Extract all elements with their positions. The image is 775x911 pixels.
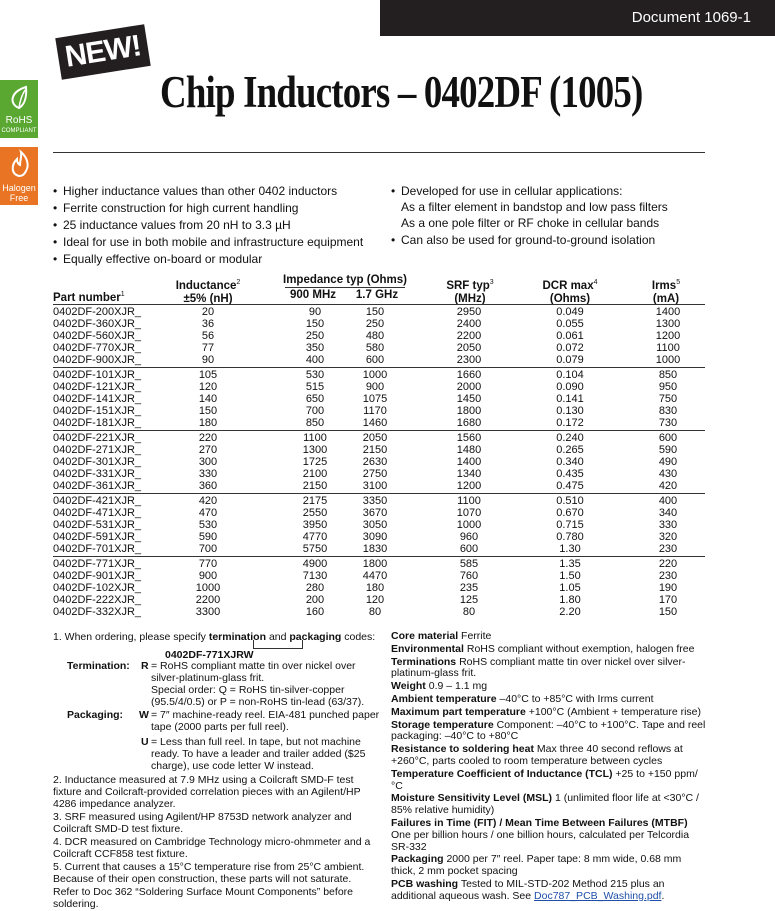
termination-codes: Termination: R = RoHS compliant matte tin over nickel over silver-platinum-glass frit. Special order: Q = RoHS tin-silver-copper (95.5/4/0.5) or P = non-RoHS tin-lead (63/37). bbox=[67, 660, 365, 708]
cell-part-number: 0402DF-271XJR_ bbox=[53, 444, 142, 456]
cell-inductance: 420 bbox=[198, 495, 218, 507]
cell-impedance-1-7ghz: 3050 bbox=[362, 519, 388, 531]
cell-dcr: 0.510 bbox=[556, 495, 584, 507]
cell-part-number: 0402DF-701XJR_ bbox=[53, 543, 142, 555]
cell-impedance-1-7ghz: 1075 bbox=[362, 393, 388, 405]
cell-inductance: 900 bbox=[198, 570, 218, 582]
ordering-notes bbox=[53, 631, 383, 911]
table-row bbox=[53, 444, 705, 456]
spec-item: Resistance to soldering heat Max three 40 second reflows at +260°C, parts cooled to room temperature between cycles bbox=[391, 743, 683, 767]
cell-part-number: 0402DF-200XJR_ bbox=[53, 306, 142, 318]
cell-part-number: 0402DF-591XJR_ bbox=[53, 531, 142, 543]
header-srf: SRF typ$^3$ (MHz) bbox=[446, 279, 494, 305]
cell-dcr: 0.079 bbox=[556, 354, 584, 366]
spec-item: Ambient temperature –40°C to +85°C with Irms current bbox=[391, 692, 654, 705]
cell-irms: 230 bbox=[658, 570, 678, 582]
cell-inductance: 770 bbox=[198, 558, 218, 570]
cell-inductance: 140 bbox=[198, 393, 218, 405]
spec-item: Terminations RoHS compliant matte tin over nickel over silver-platinum-glass frit. bbox=[391, 655, 686, 680]
flame-icon bbox=[0, 149, 38, 179]
cell-impedance-900mhz: 2100 bbox=[302, 468, 328, 480]
table-row bbox=[53, 354, 705, 366]
cell-dcr: 0.670 bbox=[556, 507, 584, 519]
cell-impedance-1-7ghz: 2150 bbox=[362, 444, 388, 456]
cell-srf: 2300 bbox=[456, 354, 482, 366]
cell-srf: 760 bbox=[459, 570, 479, 582]
cell-impedance-900mhz: 150 bbox=[305, 318, 325, 330]
cell-impedance-1-7ghz: 900 bbox=[365, 381, 385, 393]
cell-dcr: 1.30 bbox=[559, 543, 581, 555]
cell-dcr: 0.055 bbox=[556, 318, 584, 330]
cell-part-number: 0402DF-221XJR_ bbox=[53, 432, 142, 444]
cell-impedance-900mhz: 2550 bbox=[302, 507, 328, 519]
cell-part-number: 0402DF-102XJR_ bbox=[53, 582, 142, 594]
table-row bbox=[53, 543, 705, 555]
cell-irms: 490 bbox=[658, 456, 678, 468]
cell-dcr: 0.240 bbox=[556, 432, 584, 444]
cell-inductance: 90 bbox=[201, 354, 215, 366]
cell-irms: 850 bbox=[658, 369, 678, 381]
table-row bbox=[53, 480, 705, 492]
cell-part-number: 0402DF-141XJR_ bbox=[53, 393, 142, 405]
table-row bbox=[53, 558, 705, 570]
cell-impedance-1-7ghz: 1000 bbox=[362, 369, 388, 381]
cell-part-number: 0402DF-331XJR_ bbox=[53, 468, 142, 480]
cell-impedance-900mhz: 2175 bbox=[302, 495, 328, 507]
table-group bbox=[53, 493, 705, 556]
cell-irms: 220 bbox=[658, 558, 678, 570]
spec-item: Packaging 2000 per 7″ reel. Paper tape: 8 mm wide, 0.68 mm thick, 2 mm pocket spacing bbox=[391, 853, 682, 878]
cell-inductance: 3300 bbox=[195, 606, 221, 618]
table-row bbox=[53, 531, 705, 543]
header-impedance: Impedance typ (Ohms) bbox=[283, 274, 407, 286]
list-item: • Ferrite construction for high current handling bbox=[53, 200, 383, 216]
header-dcr: DCR $\max^4$ (Ohms) bbox=[542, 279, 598, 305]
title-rule bbox=[53, 152, 705, 153]
cell-srf: 1070 bbox=[456, 507, 482, 519]
cell-irms: 340 bbox=[658, 507, 678, 519]
cell-impedance-900mhz: 200 bbox=[305, 594, 325, 606]
feature-list-right bbox=[391, 183, 711, 249]
cell-inductance: 105 bbox=[198, 369, 218, 381]
header-1-7ghz: 1.7 GHz bbox=[355, 289, 399, 301]
cell-dcr: 0.340 bbox=[556, 456, 584, 468]
cell-dcr: 0.475 bbox=[556, 480, 584, 492]
cell-srf: 125 bbox=[459, 594, 479, 606]
cell-impedance-900mhz: 250 bbox=[305, 330, 325, 342]
cell-irms: 330 bbox=[658, 519, 678, 531]
cell-impedance-1-7ghz: 4470 bbox=[362, 570, 388, 582]
cell-impedance-900mhz: 515 bbox=[305, 381, 325, 393]
cell-irms: 750 bbox=[658, 393, 678, 405]
cell-irms: 230 bbox=[658, 543, 678, 555]
cell-impedance-1-7ghz: 3350 bbox=[362, 495, 388, 507]
cell-dcr: 0.172 bbox=[556, 417, 584, 429]
cell-part-number: 0402DF-421XJR_ bbox=[53, 495, 142, 507]
cell-impedance-900mhz: 350 bbox=[305, 342, 325, 354]
table-row bbox=[53, 405, 705, 417]
rohs-sublabel: COMPLIANT bbox=[1, 128, 37, 134]
cell-impedance-1-7ghz: 2050 bbox=[362, 432, 388, 444]
cell-impedance-1-7ghz: 250 bbox=[365, 318, 385, 330]
table-row bbox=[53, 582, 705, 594]
cell-impedance-900mhz: 650 bbox=[305, 393, 325, 405]
cell-impedance-900mhz: 160 bbox=[305, 606, 325, 618]
cell-inductance: 530 bbox=[198, 519, 218, 531]
cell-inductance: 150 bbox=[198, 405, 218, 417]
table-group bbox=[53, 304, 705, 367]
cell-impedance-1-7ghz: 3670 bbox=[362, 507, 388, 519]
cell-impedance-900mhz: 3950 bbox=[302, 519, 328, 531]
cell-impedance-900mhz: 400 bbox=[305, 354, 325, 366]
spec-item: Temperature Coefficient of Inductance (TCL) +25 to +150 ppm/°C bbox=[391, 767, 698, 792]
table-row bbox=[53, 432, 705, 444]
table-row bbox=[53, 468, 705, 480]
cell-impedance-900mhz: 2150 bbox=[302, 480, 328, 492]
cell-part-number: 0402DF-151XJR_ bbox=[53, 405, 142, 417]
table-row bbox=[53, 606, 705, 618]
cell-irms: 1200 bbox=[655, 330, 681, 342]
cell-srf: 1400 bbox=[456, 456, 482, 468]
cell-dcr: 0.049 bbox=[556, 306, 584, 318]
cell-dcr: 0.435 bbox=[556, 468, 584, 480]
header-irms: Irms$^5$ (mA) bbox=[651, 279, 681, 305]
cell-srf: 1450 bbox=[456, 393, 482, 405]
header-part-number: Part number$^1$ bbox=[53, 291, 125, 304]
cell-dcr: 1.05 bbox=[559, 582, 581, 594]
cell-irms: 730 bbox=[658, 417, 678, 429]
cell-inductance: 700 bbox=[198, 543, 218, 555]
cell-inductance: 36 bbox=[201, 318, 215, 330]
new-badge: NEW! bbox=[55, 24, 150, 80]
list-item: • Ideal for use in both mobile and infrastructure equipment bbox=[53, 234, 383, 250]
cell-dcr: 0.072 bbox=[556, 342, 584, 354]
cell-impedance-900mhz: 7130 bbox=[302, 570, 328, 582]
cell-dcr: 0.090 bbox=[556, 381, 584, 393]
cell-srf: 1100 bbox=[457, 495, 481, 507]
cell-inductance: 330 bbox=[198, 468, 218, 480]
cell-impedance-1-7ghz: 1830 bbox=[362, 543, 388, 555]
cell-srf: 2000 bbox=[456, 381, 482, 393]
cell-srf: 1680 bbox=[456, 417, 482, 429]
cell-irms: 1400 bbox=[655, 306, 681, 318]
cell-dcr: 0.130 bbox=[556, 405, 584, 417]
cell-impedance-1-7ghz: 1800 bbox=[362, 558, 388, 570]
cell-impedance-1-7ghz: 600 bbox=[365, 354, 385, 366]
packaging-codes: Packaging: W = 7″ machine-ready reel. EIA-481 punched paper tape (2000 parts per full reel). U = Less than full reel. In tape, but not machine ready. To have a leader and trailer added ($25 charge), use code letter W instead. bbox=[67, 709, 380, 772]
cell-srf: 585 bbox=[459, 558, 479, 570]
cell-impedance-1-7ghz: 150 bbox=[365, 306, 385, 318]
table-row bbox=[53, 318, 705, 330]
cell-impedance-1-7ghz: 2750 bbox=[362, 468, 388, 480]
rohs-label: RoHS bbox=[5, 115, 33, 126]
cell-dcr: 0.104 bbox=[556, 369, 584, 381]
cell-part-number: 0402DF-181XJR_ bbox=[53, 417, 142, 429]
note-1: 1. When ordering, please specify termination and packaging codes: bbox=[53, 631, 376, 643]
cell-irms: 1300 bbox=[655, 318, 681, 330]
cell-irms: 170 bbox=[658, 594, 678, 606]
cell-inductance: 470 bbox=[198, 507, 218, 519]
cell-dcr: 0.780 bbox=[556, 531, 584, 543]
cell-impedance-900mhz: 530 bbox=[305, 369, 325, 381]
cell-srf: 235 bbox=[459, 582, 479, 594]
cell-impedance-1-7ghz: 2630 bbox=[362, 456, 388, 468]
impedance-rule bbox=[285, 287, 405, 288]
cell-inductance: 220 bbox=[198, 432, 218, 444]
cell-srf: 1000 bbox=[456, 519, 482, 531]
part-code-example: 0402DF-771XJRW bbox=[53, 644, 383, 658]
cell-part-number: 0402DF-901XJR_ bbox=[53, 570, 142, 582]
cell-dcr: 1.80 bbox=[559, 594, 581, 606]
note-4: 4. DCR measured on Cambridge Technology micro-ohmmeter and a Coilcraft CCF858 test fixture. bbox=[53, 836, 371, 860]
cell-inductance: 180 bbox=[198, 417, 218, 429]
cell-dcr: 1.50 bbox=[559, 570, 581, 582]
spec-item: Environmental RoHS compliant without exemption, halogen free bbox=[391, 642, 695, 655]
cell-srf: 960 bbox=[459, 531, 479, 543]
cell-part-number: 0402DF-101XJR_ bbox=[53, 369, 142, 381]
cell-irms: 1000 bbox=[655, 354, 681, 366]
spec-item: Maximum part temperature +100°C (Ambient + temperature rise) bbox=[391, 705, 701, 718]
halogen-free-badge bbox=[0, 147, 38, 205]
cell-inductance: 590 bbox=[198, 531, 218, 543]
header-900mhz: 900 MHz bbox=[289, 289, 337, 301]
cell-impedance-1-7ghz: 1460 bbox=[362, 417, 388, 429]
table-group bbox=[53, 556, 705, 619]
page-title: Chip Inductors – 0402DF (1005) bbox=[160, 67, 643, 117]
table-row bbox=[53, 369, 705, 381]
cell-impedance-1-7ghz: 1170 bbox=[363, 405, 387, 417]
cell-srf: 1800 bbox=[456, 405, 482, 417]
cell-impedance-900mhz: 700 bbox=[305, 405, 325, 417]
feature-list-left bbox=[53, 183, 383, 268]
spec-item: Weight 0.9 – 1.1 mg bbox=[391, 680, 488, 693]
spec-item: Failures in Time (FIT) / Mean Time Between Failures (MTBF) One per billion hours / one billion hours, calculated per Telcordia SR-332 bbox=[391, 816, 690, 853]
cell-part-number: 0402DF-531XJR_ bbox=[53, 519, 142, 531]
cell-srf: 1340 bbox=[456, 468, 482, 480]
table-group bbox=[53, 367, 705, 430]
cell-impedance-1-7ghz: 3100 bbox=[362, 480, 388, 492]
cell-impedance-1-7ghz: 180 bbox=[365, 582, 385, 594]
list-item: • Can also be used for ground-to-ground isolation bbox=[391, 232, 711, 248]
specifications bbox=[391, 631, 707, 904]
cell-part-number: 0402DF-361XJR_ bbox=[53, 480, 142, 492]
cell-irms: 1100 bbox=[656, 342, 680, 354]
table-row bbox=[53, 417, 705, 429]
cell-impedance-900mhz: 4770 bbox=[302, 531, 328, 543]
cell-inductance: 56 bbox=[201, 330, 215, 342]
cell-irms: 320 bbox=[658, 531, 678, 543]
table-row bbox=[53, 342, 705, 354]
note-3: 3. SRF measured using Agilent/HP 8753D network analyzer and Coilcraft SMD-D test fixture. bbox=[53, 811, 352, 835]
inductor-table bbox=[53, 304, 705, 619]
cell-irms: 600 bbox=[658, 432, 678, 444]
table-row bbox=[53, 570, 705, 582]
cell-inductance: 300 bbox=[198, 456, 218, 468]
cell-srf: 1200 bbox=[456, 480, 482, 492]
code-bracket bbox=[253, 640, 303, 649]
cell-part-number: 0402DF-471XJR_ bbox=[53, 507, 142, 519]
cell-part-number: 0402DF-360XJR_ bbox=[53, 318, 142, 330]
list-item: • Higher inductance values than other 0402 inductors bbox=[53, 183, 383, 199]
cell-irms: 400 bbox=[658, 495, 678, 507]
cell-srf: 2950 bbox=[456, 306, 482, 318]
table-row bbox=[53, 381, 705, 393]
cell-dcr: 0.265 bbox=[556, 444, 584, 456]
cell-part-number: 0402DF-560XJR_ bbox=[53, 330, 142, 342]
cell-irms: 830 bbox=[658, 405, 678, 417]
cell-inductance: 120 bbox=[198, 381, 218, 393]
cell-impedance-900mhz: 850 bbox=[305, 417, 325, 429]
cell-srf: 2400 bbox=[456, 318, 482, 330]
table-row bbox=[53, 519, 705, 531]
cell-impedance-900mhz: 1725 bbox=[302, 456, 328, 468]
cell-srf: 1660 bbox=[456, 369, 482, 381]
cell-dcr: 0.061 bbox=[556, 330, 584, 342]
spec-item: Core material Ferrite bbox=[391, 630, 492, 642]
halogen-label: Halogen bbox=[2, 183, 36, 193]
cell-part-number: 0402DF-121XJR_ bbox=[53, 381, 142, 393]
cell-impedance-900mhz: 4900 bbox=[302, 558, 328, 570]
soldering-reference: Refer to Doc 362 “Soldering Surface Mount Components” before soldering. bbox=[53, 886, 353, 910]
table-row bbox=[53, 330, 705, 342]
cell-srf: 2200 bbox=[456, 330, 482, 342]
cell-part-number: 0402DF-222XJR_ bbox=[53, 594, 142, 606]
table-row bbox=[53, 456, 705, 468]
cell-srf: 1560 bbox=[456, 432, 482, 444]
cell-part-number: 0402DF-301XJR_ bbox=[53, 456, 142, 468]
cell-inductance: 77 bbox=[201, 342, 215, 354]
cell-impedance-900mhz: 1100 bbox=[303, 432, 327, 444]
header-inductance: Inductance$^2$ ±5% (nH) bbox=[175, 279, 241, 305]
pcb-washing-doc-link[interactable]: Doc787_PCB_Washing.pdf bbox=[534, 889, 662, 902]
cell-part-number: 0402DF-771XJR_ bbox=[53, 558, 142, 570]
cell-inductance: 20 bbox=[201, 306, 215, 318]
cell-irms: 420 bbox=[658, 480, 678, 492]
cell-dcr: 0.141 bbox=[556, 393, 584, 405]
cell-impedance-900mhz: 90 bbox=[308, 306, 322, 318]
leaf-icon bbox=[0, 82, 38, 112]
cell-inductance: 360 bbox=[198, 480, 218, 492]
spec-item: PCB washing Tested to MIL-STD-202 Method 215 plus an additional aqueous wash. See Doc787_PCB_Washing.pdf. bbox=[391, 877, 665, 902]
table-row bbox=[53, 594, 705, 606]
cell-dcr: 0.715 bbox=[556, 519, 584, 531]
rohs-badge bbox=[0, 80, 38, 138]
cell-srf: 1480 bbox=[456, 444, 482, 456]
cell-irms: 430 bbox=[658, 468, 678, 480]
document-number-bar bbox=[380, 0, 775, 36]
cell-srf: 80 bbox=[462, 606, 476, 618]
cell-inductance: 2200 bbox=[195, 594, 221, 606]
table-row bbox=[53, 495, 705, 507]
table-group bbox=[53, 430, 705, 493]
cell-irms: 950 bbox=[658, 381, 678, 393]
cell-impedance-1-7ghz: 480 bbox=[365, 330, 385, 342]
cell-impedance-900mhz: 280 bbox=[305, 582, 325, 594]
cell-irms: 190 bbox=[658, 582, 678, 594]
table-row bbox=[53, 507, 705, 519]
halogen-sublabel: Free bbox=[9, 193, 29, 203]
cell-part-number: 0402DF-900XJR_ bbox=[53, 354, 142, 366]
cell-srf: 2050 bbox=[456, 342, 482, 354]
cell-inductance: 1000 bbox=[195, 582, 221, 594]
cell-part-number: 0402DF-332XJR_ bbox=[53, 606, 142, 618]
cell-irms: 590 bbox=[658, 444, 678, 456]
cell-impedance-900mhz: 5750 bbox=[302, 543, 328, 555]
cell-srf: 600 bbox=[459, 543, 479, 555]
list-item: • Equally effective on-board or modular bbox=[53, 251, 383, 267]
cell-impedance-1-7ghz: 580 bbox=[365, 342, 385, 354]
cell-inductance: 270 bbox=[198, 444, 218, 456]
list-item: • Developed for use in cellular applications: As a filter element in bandstop and low pass filters As a one pole filter or RF choke in cellular bands bbox=[391, 183, 711, 231]
cell-dcr: 1.35 bbox=[559, 558, 581, 570]
cell-part-number: 0402DF-770XJR_ bbox=[53, 342, 142, 354]
cell-impedance-1-7ghz: 3090 bbox=[362, 531, 388, 543]
cell-impedance-1-7ghz: 80 bbox=[368, 606, 382, 618]
note-5: 5. Current that causes a 15°C temperature rise from 25°C ambient. Because of their open construction, these parts will not saturate. bbox=[53, 861, 365, 885]
spec-item: Moisture Sensitivity Level (MSL) 1 (unlimited floor life at <30°C / 85% relative humidity) bbox=[391, 792, 699, 817]
document-number: Document 1069-1 bbox=[631, 9, 751, 26]
note-2: 2. Inductance measured at 7.9 MHz using a Coilcraft SMD-F test fixture and Coilcraft-provided correlation pieces with an Agilent/HP 4286 impedance analyzer. bbox=[53, 774, 361, 810]
cell-impedance-900mhz: 1300 bbox=[302, 444, 328, 456]
cell-dcr: 2.20 bbox=[559, 606, 581, 618]
spec-item: Storage temperature Component: –40°C to +100°C. Tape and reel packaging: –40°C to +80°C bbox=[391, 718, 706, 743]
table-row bbox=[53, 393, 705, 405]
cell-irms: 150 bbox=[658, 606, 678, 618]
cell-impedance-1-7ghz: 120 bbox=[365, 594, 385, 606]
list-item: • 25 inductance values from 20 nH to 3.3 µH bbox=[53, 217, 383, 233]
table-row bbox=[53, 306, 705, 318]
